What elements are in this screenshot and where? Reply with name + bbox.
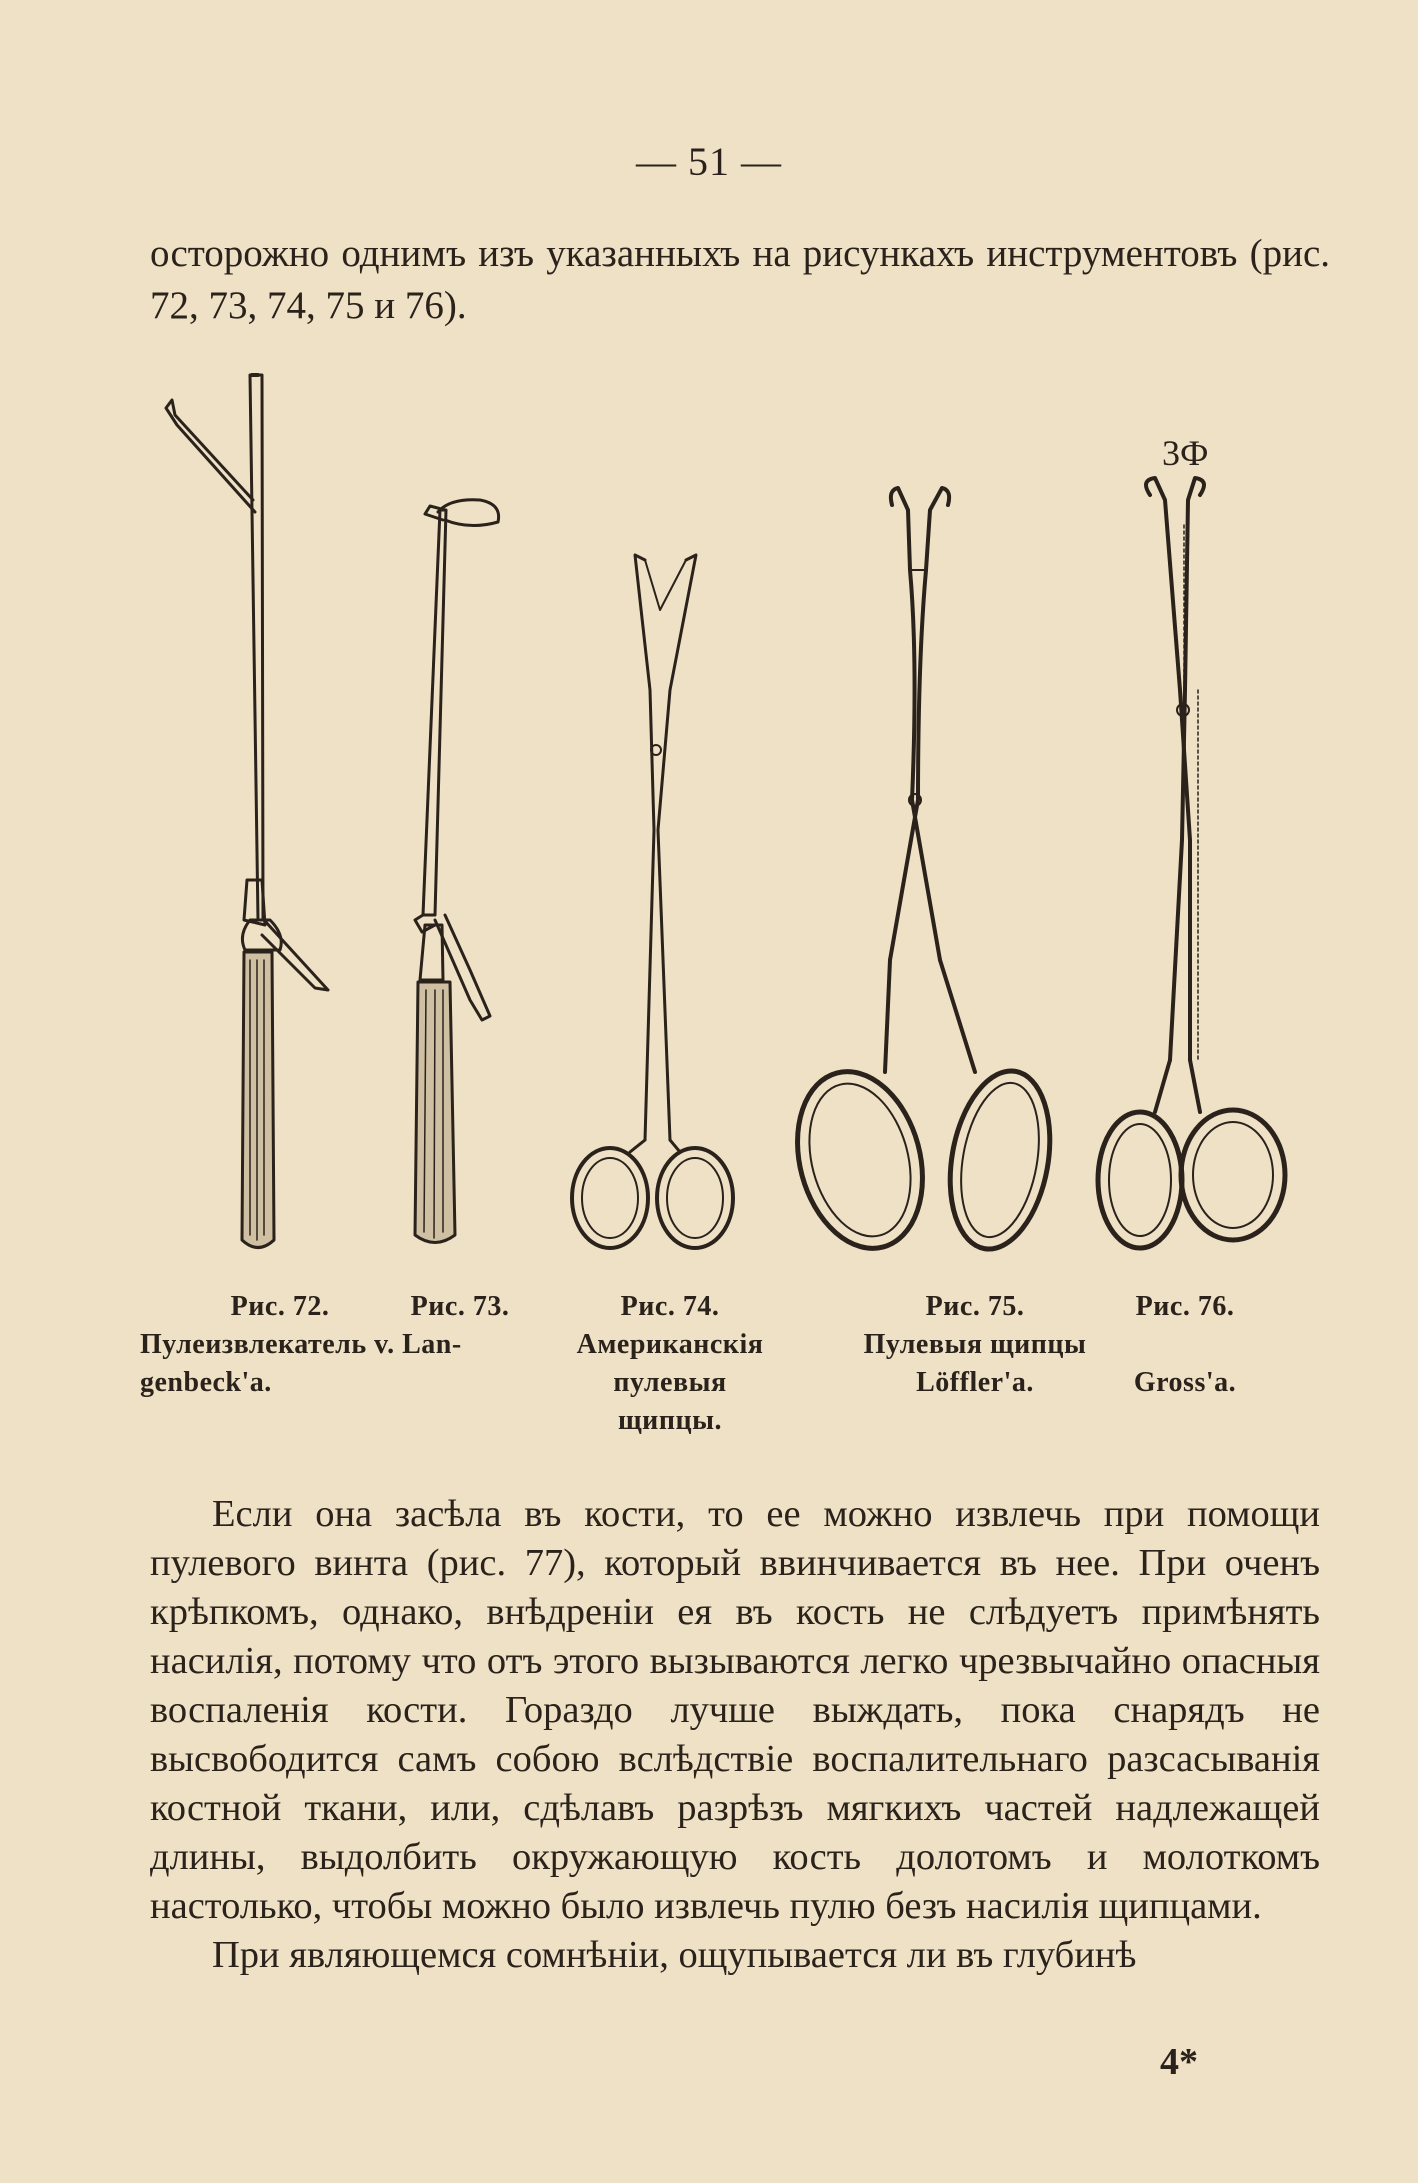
instrument-illustrations: [140, 360, 1300, 1280]
caption-fig73: [385, 1288, 535, 1326]
body-paragraph: Если она засѣла въ кости, то ее можно извлечь при помощи пулевого винта (рис. 77), который ввинчивается въ нее. При оченъ крѣпкомъ, однако, внѣдреніи ея въ кость не слѣдуетъ примѣнять насилія, потому что отъ этого вызываются легко чрезвычайно опасныя воспаленія кости. Гораздо лучше выждать, пока снарядъ не высвободится самъ собою вслѣдствіе воспалительнаго разсасыванія костной ткани, или, сдѣлавъ разрѣзъ мягкихъ частей надлежащей длины, выдолбить окружающую кость долотомъ и молоткомъ настолько, чтобы можно было извлечь пулю безъ насилія щипцами.: [150, 1493, 1320, 1927]
signature-mark: 4*: [1160, 2041, 1198, 2083]
caption-fig72: [205, 1288, 355, 1326]
body-text: [150, 1490, 1320, 1980]
caption-fig73-number: Рис. 73.: [410, 1291, 510, 1322]
caption-fig74: [560, 1288, 780, 1440]
intro-paragraph: осторожно однимъ изъ указанныхъ на рисункахъ инструментовъ (рис. 72, 73, 74, 75 и 76).: [150, 232, 1330, 327]
caption-fig72-number: Рис. 72.: [230, 1291, 330, 1322]
bullet-extractor-fig73-illustration: [415, 500, 499, 1243]
caption-fig75: [850, 1288, 1100, 1402]
caption-fig76-title: Gross'a.: [1133, 1367, 1237, 1398]
caption-fig74-title: Американскія пулевыя щипцы.: [576, 1329, 764, 1436]
caption-fig72-title: Пулеизвлекатель v. Lan-: [140, 1329, 462, 1360]
page-number: — 51 —: [636, 139, 782, 184]
caption-fig73-title: genbeck'a.: [140, 1367, 272, 1398]
caption-fig76-number: Рис. 76.: [1135, 1291, 1235, 1322]
caption-fig75-title: Пулевыя щипцы Löffler'a.: [863, 1329, 1087, 1398]
figure-mark: 3Ф: [1162, 433, 1209, 473]
bullet-extractor-langenbeck-illustration: [166, 375, 328, 1248]
american-bullet-forceps-illustration: [572, 555, 733, 1248]
gross-bullet-forceps-illustration: [1098, 433, 1285, 1248]
loeffler-bullet-forceps-illustration: [779, 488, 1063, 1262]
body-paragraph: При являющемся сомнѣніи, ощупывается ли въ глубинѣ: [212, 1934, 1137, 1976]
caption-fig76: [1100, 1288, 1270, 1402]
caption-fig74-number: Рис. 74.: [620, 1291, 720, 1322]
caption-fig72-73-title: [140, 1326, 540, 1402]
caption-fig75-number: Рис. 75.: [925, 1291, 1025, 1322]
